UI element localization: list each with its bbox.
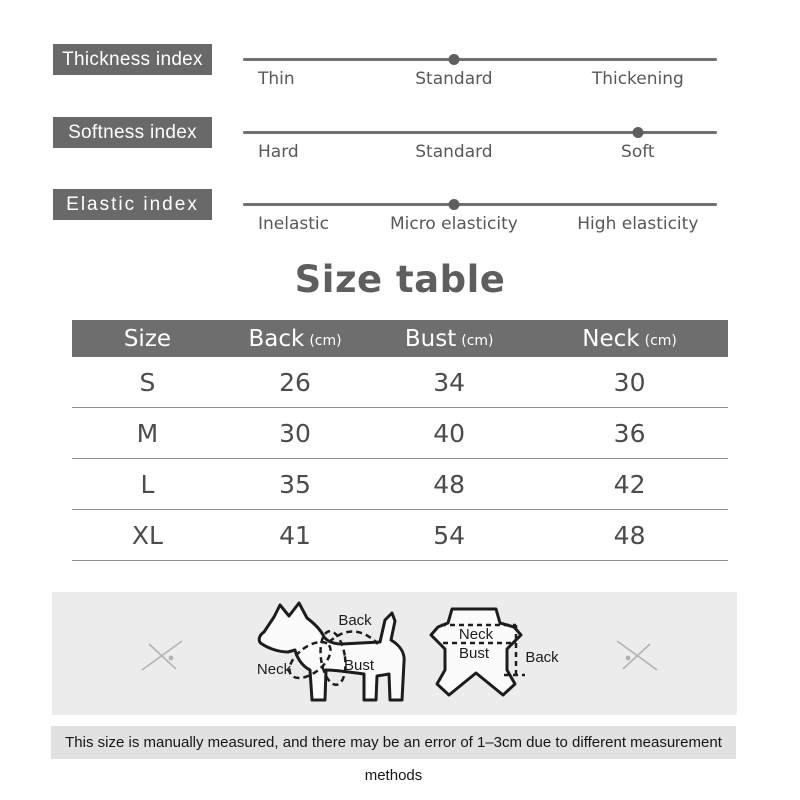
table-row-m [72, 408, 728, 459]
softness-index-row [0, 117, 800, 169]
cell-bust: 40 [433, 418, 466, 448]
stop-label-micro-elasticity: Micro elasticity [390, 214, 518, 234]
thickness-index-dot [448, 54, 459, 65]
cell-back: 41 [279, 520, 311, 550]
dog-back-label: Back [338, 612, 372, 629]
softness-index-dot [632, 127, 643, 138]
cell-bust: 48 [433, 469, 466, 499]
thickness-index-slider [243, 44, 717, 96]
size-table-header [72, 320, 728, 357]
size-table-title: Size table [294, 258, 506, 301]
header-size: Size [123, 325, 172, 352]
cell-neck: 42 [613, 469, 646, 499]
dog-bust-label: Bust [343, 657, 375, 674]
measurement-diagram [52, 592, 737, 715]
stop-label-inelastic: Inelastic [258, 214, 329, 234]
cut-mark-right-icon [617, 641, 657, 670]
header-neck: Neck (cm) [582, 325, 677, 352]
measurement-disclaimer: This size is manually measured, and there may be an error of 1–3cm due to different measurement methods [51, 726, 736, 759]
thickness-index-label: Thickness index [53, 44, 212, 75]
cut-mark-left-icon [142, 641, 182, 670]
softness-index-label: Softness index [53, 117, 212, 148]
cell-size: XL [131, 520, 163, 550]
table-row-xl [72, 510, 728, 561]
stop-label-thin: Thin [258, 69, 295, 89]
unit-cm: (cm) [461, 332, 494, 349]
unit-cm: (cm) [644, 332, 677, 349]
elastic-index-row [0, 189, 800, 241]
elastic-index-label: Elastic index [53, 189, 212, 220]
cell-back: 30 [279, 418, 311, 448]
header-bust: Bust (cm) [404, 325, 494, 352]
cell-bust: 34 [433, 367, 466, 397]
stop-label-standard: Standard [415, 69, 493, 89]
garment-neck-label: Neck [458, 626, 494, 643]
cell-back: 26 [279, 367, 311, 397]
garment-bust-label: Bust [458, 645, 490, 662]
cell-size: S [139, 367, 156, 397]
softness-index-slider [243, 117, 717, 169]
thickness-index-row [0, 44, 800, 96]
slider-track-line [243, 203, 717, 206]
stop-label-hard: Hard [258, 142, 299, 162]
table-row-s [72, 357, 728, 408]
cell-size: M [136, 418, 159, 448]
cell-bust: 54 [433, 520, 466, 550]
stop-label-high-elasticity: High elasticity [577, 214, 699, 234]
table-row-l [72, 459, 728, 510]
elastic-index-slider [243, 189, 717, 241]
cell-size: L [140, 469, 155, 499]
garment-measurement-sketch [431, 609, 559, 695]
measurement-diagram-panel [52, 592, 737, 715]
cell-neck: 48 [613, 520, 646, 550]
size-table [72, 320, 728, 561]
elastic-index-dot [448, 199, 459, 210]
slider-track-line [243, 131, 717, 134]
garment-back-label: Back [525, 649, 559, 666]
unit-cm: (cm) [309, 332, 342, 349]
stop-label-thickening: Thickening [591, 69, 684, 89]
dog-measurement-sketch [257, 603, 404, 700]
dog-outline [256, 603, 404, 700]
stop-label-standard: Standard [415, 142, 493, 162]
cell-neck: 30 [613, 367, 646, 397]
cell-neck: 36 [613, 418, 646, 448]
cell-back: 35 [279, 469, 311, 499]
dog-neck-label: Neck [256, 661, 292, 678]
slider-track-line [243, 58, 717, 61]
stop-label-soft: Soft [621, 142, 655, 162]
header-back: Back (cm) [248, 325, 342, 352]
